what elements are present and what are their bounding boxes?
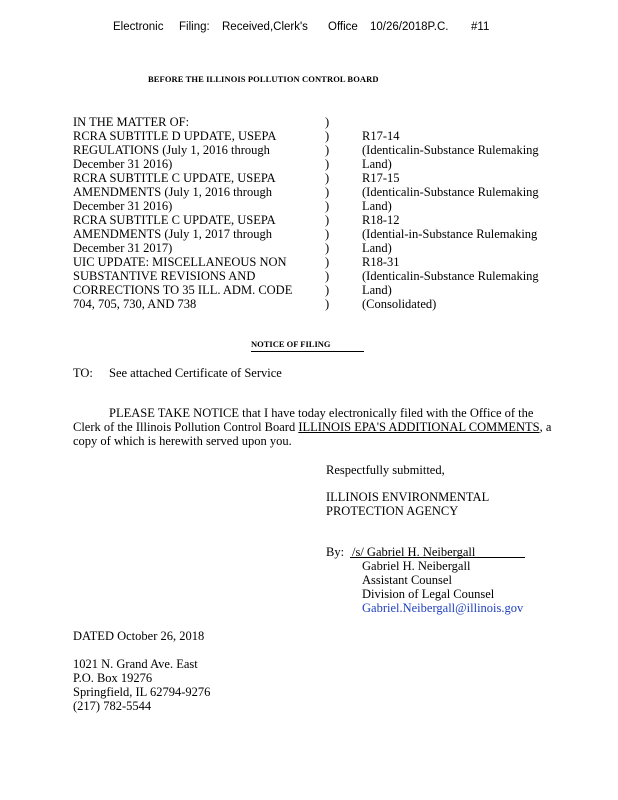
caption-row — [0, 227, 618, 241]
caption-right: R17-15 — [362, 171, 400, 185]
header-date: 10/26/2018P.C. — [370, 21, 449, 33]
caption-right: R17-14 — [362, 129, 400, 143]
body-line-2-start: Clerk of the Illinois Pollution Control Board — [73, 420, 299, 434]
caption-paren: ) — [325, 227, 330, 241]
caption-paren: ) — [325, 269, 330, 283]
body-line-2-end: , a — [539, 420, 552, 434]
caption-left: AMENDMENTS (July 1, 2016 through — [73, 185, 272, 199]
caption-row — [0, 157, 618, 171]
signer-division: Division of Legal Counsel — [362, 587, 495, 601]
caption-paren: ) — [325, 157, 330, 171]
body-line-3: copy of which is herewith served upon you. — [73, 434, 292, 448]
caption-left: AMENDMENTS (July 1, 2017 through — [73, 227, 272, 241]
caption-left: RCRA SUBTITLE D UPDATE, USEPA — [73, 129, 277, 143]
to-label: TO: — [73, 366, 93, 380]
header-electronic: Electronic — [113, 21, 164, 33]
caption-left: REGULATIONS (July 1, 2016 through — [73, 143, 270, 157]
caption-row — [0, 171, 618, 185]
caption-row — [0, 255, 618, 269]
caption-paren: ) — [325, 213, 330, 227]
caption-left: UIC UPDATE: MISCELLANEOUS NON — [73, 255, 287, 269]
phone-number: (217) 782-5544 — [73, 699, 152, 713]
header-office: Office — [328, 21, 358, 33]
caption-left: RCRA SUBTITLE C UPDATE, USEPA — [73, 171, 276, 185]
caption-left: RCRA SUBTITLE C UPDATE, USEPA — [73, 213, 276, 227]
caption-right: R18-31 — [362, 255, 400, 269]
header-filing: Filing: — [179, 21, 210, 33]
address-line: Springfield, IL 62794-9276 — [73, 685, 211, 699]
caption-left: CORRECTIONS TO 35 ILL. ADM. CODE — [73, 283, 293, 297]
caption-row — [0, 241, 618, 255]
dated-line: DATED October 26, 2018 — [73, 629, 205, 643]
caption-row — [0, 283, 618, 297]
caption-row — [0, 129, 618, 143]
caption-left: December 31 2017) — [73, 241, 173, 255]
caption-paren: ) — [325, 115, 330, 129]
caption-left: 704, 705, 730, AND 738 — [73, 297, 197, 311]
caption-paren: ) — [325, 143, 330, 157]
caption-paren: ) — [325, 171, 330, 185]
caption-right: Land) — [362, 241, 392, 255]
caption-paren: ) — [325, 129, 330, 143]
signer-email-link[interactable]: Gabriel.Neibergall@illinois.gov — [362, 601, 524, 615]
header-number: #11 — [471, 21, 490, 33]
caption-right: (Identicalin-Substance Rulemaking — [362, 143, 539, 157]
caption-right: (Identicalin-Substance Rulemaking — [362, 269, 539, 283]
agency-name-line-2: PROTECTION AGENCY — [326, 504, 459, 518]
caption-row — [0, 199, 618, 213]
document-title: ILLINOIS EPA'S ADDITIONAL COMMENTS — [298, 420, 540, 434]
caption-paren: ) — [325, 255, 330, 269]
caption-paren: ) — [325, 241, 330, 255]
caption-row — [0, 143, 618, 157]
header-received: Received,Clerk's — [222, 21, 308, 33]
signer-name: Gabriel H. Neibergall — [362, 559, 471, 573]
caption-row — [0, 185, 618, 199]
to-text: See attached Certificate of Service — [109, 366, 282, 380]
signature-line — [350, 557, 525, 558]
caption-paren: ) — [325, 185, 330, 199]
caption-right: Land) — [362, 157, 392, 171]
address-line: 1021 N. Grand Ave. East — [73, 657, 198, 671]
caption-right: Land) — [362, 199, 392, 213]
caption-left: SUBSTANTIVE REVISIONS AND — [73, 269, 256, 283]
caption-row — [0, 213, 618, 227]
electronic-signature: /s/ Gabriel H. Neibergall — [352, 545, 476, 559]
caption-right: (Consolidated) — [362, 297, 437, 311]
caption-row — [0, 269, 618, 283]
signer-title: Assistant Counsel — [362, 573, 452, 587]
caption-right: (Idential-in-Substance Rulemaking — [362, 227, 538, 241]
caption-row — [0, 297, 618, 311]
notice-title-underline — [251, 351, 364, 352]
respectfully-submitted: Respectfully submitted, — [326, 463, 445, 477]
caption-paren: ) — [325, 297, 330, 311]
address-line: P.O. Box 19276 — [73, 671, 153, 685]
body-line-2 — [73, 420, 551, 434]
caption-right: (Identicalin-Substance Rulemaking — [362, 185, 539, 199]
caption-left: December 31 2016) — [73, 199, 173, 213]
caption-paren: ) — [325, 283, 330, 297]
agency-name-line-1: ILLINOIS ENVIRONMENTAL — [326, 490, 490, 504]
board-title: BEFORE THE ILLINOIS POLLUTION CONTROL BOARD — [148, 74, 379, 84]
caption-left: IN THE MATTER OF: — [73, 115, 190, 129]
caption-left: December 31 2016) — [73, 157, 173, 171]
caption-paren: ) — [325, 199, 330, 213]
caption-row — [0, 115, 618, 129]
caption-right: Land) — [362, 283, 392, 297]
by-label: By: — [326, 545, 345, 559]
body-line-1: PLEASE TAKE NOTICE that I have today electronically filed with the Office of the — [109, 406, 534, 420]
notice-title: NOTICE OF FILING — [251, 339, 331, 349]
caption-right: R18-12 — [362, 213, 400, 227]
